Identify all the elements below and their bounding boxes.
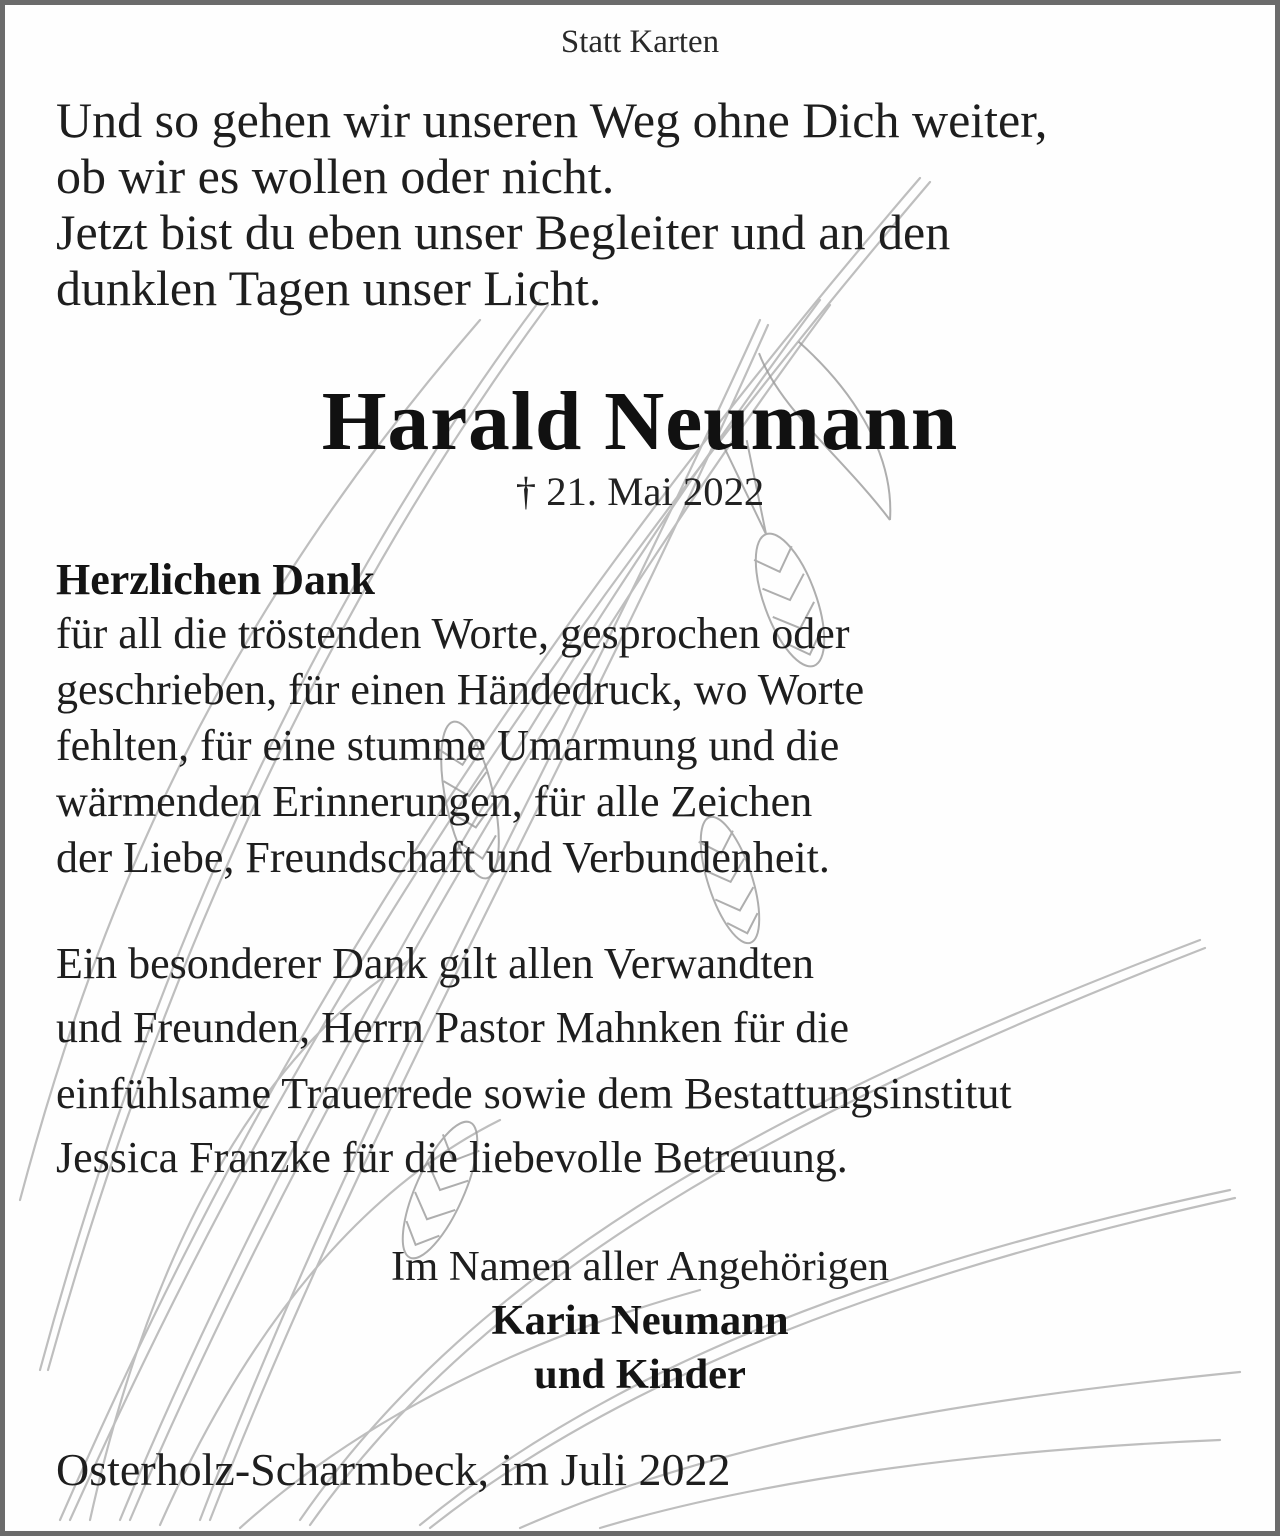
special-thanks-line: Ein besonderer Dank gilt allen Verwandten xyxy=(56,939,814,988)
verse-line: Jetzt bist du eben unser Begleiter und an den xyxy=(56,204,951,260)
verse-line: dunklen Tagen unser Licht. xyxy=(56,260,602,316)
death-date: † 21. Mai 2022 xyxy=(515,469,765,514)
thanks-line: für all die tröstenden Worte, gesprochen oder xyxy=(56,609,850,658)
place-date: Osterholz-Scharmbeck, im Juli 2022 xyxy=(56,1444,731,1495)
signature-name: und Kinder xyxy=(534,1351,746,1398)
signature-intro: Im Namen aller Angehörigen xyxy=(390,1243,890,1290)
signature-name: Karin Neumann xyxy=(491,1297,789,1344)
thanks-line: der Liebe, Freundschaft und Verbundenheit. xyxy=(56,833,830,882)
thanks-heading: Herzlichen Dank xyxy=(56,555,375,604)
verse-line: ob wir es wollen oder nicht. xyxy=(56,148,615,204)
thanks-line: wärmenden Erinnerungen, für alle Zeichen xyxy=(56,777,813,826)
verse-line: Und so gehen wir unseren Weg ohne Dich weiter, xyxy=(56,92,1048,148)
header-text: Statt Karten xyxy=(560,24,720,60)
deceased-name: Harald Neumann xyxy=(321,376,959,468)
thanks-line: fehlten, für eine stumme Umarmung und die xyxy=(56,721,840,770)
special-thanks-line: einfühlsame Trauerrede sowie dem Bestattungsinstitut xyxy=(56,1069,1012,1118)
special-thanks-line: Jessica Franzke für die liebevolle Betreuung. xyxy=(56,1133,848,1182)
thanks-line: geschrieben, für einen Händedruck, wo Worte xyxy=(56,665,865,714)
special-thanks-line: und Freunden, Herrn Pastor Mahnken für die xyxy=(56,1003,850,1052)
